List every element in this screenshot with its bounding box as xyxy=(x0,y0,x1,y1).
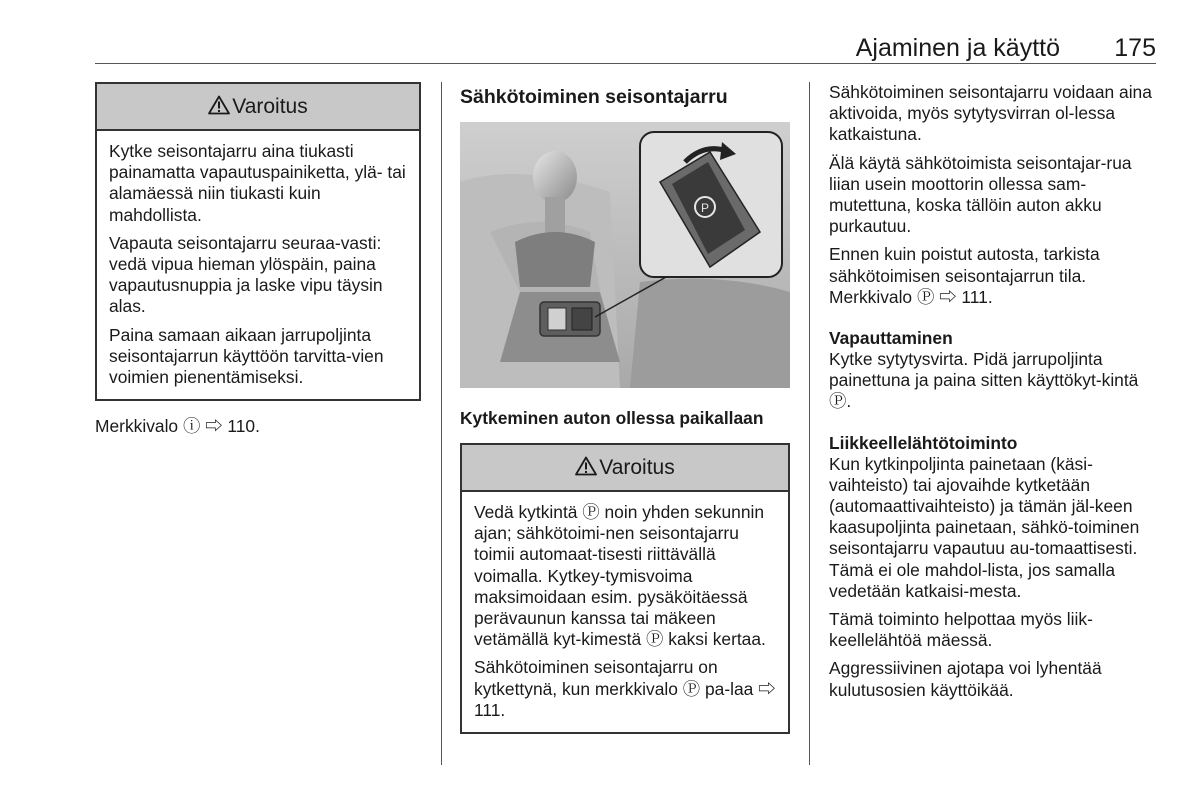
body-paragraph: Aggressiivinen ajotapa voi lyhentää kulutusosien käyttöikää. xyxy=(829,658,1102,700)
warning-paragraph: Sähkötoiminen seisontajarru on kytkettynä, kun merkkivalo Ⓟ pa-laa ⇨ 111. xyxy=(474,657,776,720)
warning-paragraph: Vedä kytkintä Ⓟ noin yhden sekunnin ajan; sähkötoimi-nen seisontajarru toimii automaat-tisesti riittävällä voimalla. Kytkey-tymisvoima maksimoidaan esim. pysäköitäessä perävaunun kanssa tai mäkeen vetämällä kyt-kimestä Ⓟ kaksi kertaa. xyxy=(474,502,766,650)
chapter-title: Ajaminen ja käyttö xyxy=(855,34,1060,62)
warning-body xyxy=(462,492,788,732)
warning-paragraph: Vapauta seisontajarru seuraa-vasti: vedä vipua hieman ylöspäin, paina vapautusnuppia ja laske vipu täysin alas. xyxy=(109,232,383,317)
svg-text:P: P xyxy=(700,201,710,215)
drive-away-title: Liikkeellelähtötoiminto xyxy=(829,432,1018,453)
body-paragraph: Tämä toiminto helpottaa myös liik-keellelähtöä mäessä. xyxy=(829,609,1093,651)
page-number: 175 xyxy=(1114,34,1156,62)
header-rule xyxy=(95,63,1156,64)
column-2 xyxy=(460,82,790,734)
section-title: Sähkötoiminen seisontajarru xyxy=(460,86,728,108)
column-divider-1 xyxy=(441,82,442,765)
warning-header xyxy=(97,84,419,131)
body-paragraph: Sähkötoiminen seisontajarru voidaan aina aktivoida, myös sytytysvirran ol-lessa katkaistuna. xyxy=(829,82,1152,145)
body-paragraph: Älä käytä sähkötoimista seisontajar-rua liian usein moottorin ollessa sam-mutettuna, koska tällöin auton akku purkautuu. xyxy=(829,152,1132,237)
warning-paragraph: Paina samaan aikaan jarrupoljinta seisontajarrun käyttöön tarvitta-vien voimien pienentämiseksi. xyxy=(109,324,384,388)
subsection-title: Kytkeminen auton ollessa paikallaan xyxy=(460,408,764,428)
release-title: Vapauttaminen xyxy=(829,328,953,349)
warning-triangle-icon xyxy=(575,456,597,476)
warning-title: Varoitus xyxy=(599,456,675,479)
column-divider-2 xyxy=(809,82,810,765)
column-3 xyxy=(829,82,1156,701)
warning-box xyxy=(460,443,790,734)
warning-body xyxy=(97,131,419,399)
warning-paragraph: Kytke seisontajarru aina tiukasti painamatta vapautuspainiketta, ylä- tai alamäessä niin tiukasti kuin mahdollista. xyxy=(109,141,406,225)
body-paragraph: Kun kytkinpoljinta painetaan (käsi-vaihteisto) tai ajovaihde kytketään (automaattivaihteisto) ja tämän jäl-keen kaasupoljinta painetaan, sähkö-toiminen seisontajarru vapautuu au-tomaattisesti. Tämä ei ole mahdol-lista, jos samalla vedetään katkaisi-mesta. xyxy=(829,453,1140,601)
parking-brake-switch-photo xyxy=(460,122,790,388)
release-text: Kytke sytytysvirta. Pidä jarrupoljinta painettuna ja paina sitten käyttökyt-kintä Ⓟ. xyxy=(829,349,1139,412)
body-paragraph: Ennen kuin poistut autosta, tarkista sähkötoimisen seisontajarrun tila. Merkkivalo Ⓟ ⇨ 111. xyxy=(829,244,1100,307)
warning-box xyxy=(95,82,421,401)
warning-header xyxy=(462,445,788,492)
warning-title: Varoitus xyxy=(232,95,308,118)
column-1 xyxy=(95,82,421,437)
indicator-note: Merkkivalo ⓘ ⇨ 110. xyxy=(95,416,260,437)
warning-triangle-icon xyxy=(208,95,230,115)
